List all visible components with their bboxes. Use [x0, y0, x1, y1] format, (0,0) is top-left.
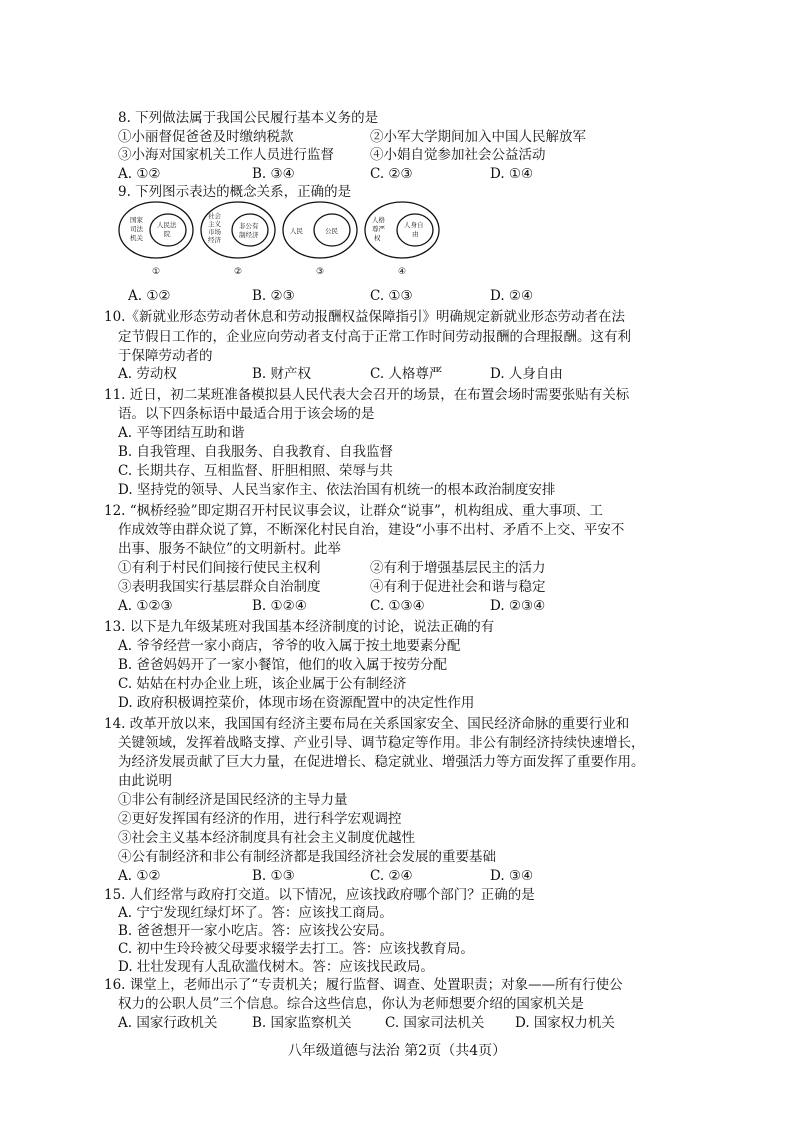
- d4-outer-line-3: 权: [374, 234, 381, 242]
- q14-statement-4: ④公有制经济和非公有制经济都是我国经济社会发展的重要基础: [118, 849, 496, 865]
- d2-inner-line-2: 制经济: [239, 231, 259, 239]
- q14-statement-3: ③社会主义基本经济制度具有社会主义制度优越性: [118, 830, 415, 846]
- q12-statement-3: ③表明我国实行基层群众自治制度: [118, 579, 321, 595]
- q11-stem-line-2: 语。以下四条标语中最适合用于该会场的是: [118, 406, 375, 422]
- q14-statement-1: ①非公有制经济是国民经济的主导力量: [118, 792, 348, 808]
- d4-outer-line-1: 人格: [372, 216, 385, 224]
- d3-inner-label: 公民: [325, 227, 338, 235]
- d2-outer-line-3: 市场: [208, 228, 221, 236]
- d1-outer-line-1: 国家: [130, 216, 143, 224]
- q16-stem-line-1: 16. 课堂上，老师出示了“专责机关；履行监督、调查、处置职责；对象——所有行使公: [104, 977, 623, 993]
- d4-inner-line-1: 人身自: [404, 221, 424, 229]
- q10-option-d: D. 人身自由: [490, 366, 563, 382]
- q12-statement-4: ④有利于促进社会和谐与稳定: [370, 579, 546, 595]
- q9-diagram-4: [365, 202, 439, 277]
- q10-stem-line-3: 于保障劳动者的: [118, 348, 213, 364]
- q8-statement-2: ②小军大学期间加入中国人民解放军: [370, 129, 586, 145]
- q9-option-b: B. ②③: [252, 288, 295, 304]
- d2-outer-line-1: 社会: [208, 212, 221, 220]
- q8-stem: 8. 下列做法属于我国公民履行基本义务的是: [118, 110, 379, 126]
- q13-option-b: B. 爸爸妈妈开了一家小餐馆，他们的收入属于按劳分配: [118, 657, 448, 673]
- q8-option-a: A. ①②: [118, 166, 161, 182]
- d1-inner-line-2: 院: [164, 230, 171, 238]
- q11-option-b: B. 自我管理、自我服务、自我教育、自我监督: [118, 444, 394, 460]
- q14-statement-2: ②更好发挥国有经济的作用，进行科学宏观调控: [118, 811, 402, 827]
- q12-option-d: D. ②③④: [490, 598, 546, 614]
- q14-stem-line-3: 为经济发展贡献了巨大力量，在促进增长、稳定就业、增强活力等方面发挥了重要作用。: [118, 754, 645, 770]
- q11-option-a: A. 平等团结互助和谐: [118, 425, 245, 441]
- q9-concept-diagrams: [118, 200, 448, 280]
- q8-statement-3: ③小海对国家机关工作人员进行监督: [118, 147, 334, 163]
- d1-inner-line-1: 人民法: [157, 221, 177, 229]
- q13-option-c: C. 姑姑在村办企业上班，该企业属于公有制经济: [118, 676, 407, 692]
- q12-statement-2: ②有利于增强基层民主的活力: [370, 560, 546, 576]
- q10-option-c: C. 人格尊严: [370, 366, 443, 382]
- d4-inner-line-2: 由: [412, 230, 419, 238]
- d2-outer-line-2: 主义: [208, 220, 221, 228]
- d2-outer-line-4: 经济: [208, 236, 221, 244]
- q9-diagram-1: [119, 202, 193, 277]
- q15-option-c: C. 初中生玲玲被父母要求辍学去打工。答：应该找教育局。: [118, 941, 474, 957]
- q10-stem-line-2: 定节假日工作的，企业应向劳动者支付高于正常工作时间劳动报酬的合理报酬。这有利: [118, 329, 631, 345]
- q14-stem-line-1: 14. 改革开放以来，我国国有经济主要布局在关系国家安全、国民经济命脉的重要行业和: [104, 716, 630, 732]
- q12-statement-1: ①有利于村民们间接行使民主权利: [118, 560, 321, 576]
- q13-option-d: D. 政府积极调控菜价，体现市场在资源配置中的决定性作用: [118, 695, 475, 711]
- q9-diagram-2: [201, 202, 275, 277]
- q14-option-c: C. ②④: [370, 868, 413, 884]
- d1-outer-line-3: 机关: [130, 234, 143, 242]
- q14-option-b: B. ①③: [252, 868, 295, 884]
- q12-stem-line-1: 12. “枫桥经验”即定期召开村民议事会议，让群众“说事”，机构组成、重大事项、工: [104, 503, 603, 519]
- q13-stem: 13. 以下是九年级某班对我国基本经济制度的讨论，说法正确的有: [104, 619, 495, 635]
- q12-option-a: A. ①②③: [118, 598, 173, 614]
- q12-option-b: B. ①②④: [252, 598, 307, 614]
- d4-number: ④: [398, 267, 407, 277]
- q15-option-b: B. 爸爸想开一家小吃店。答：应该找公安局。: [118, 923, 394, 939]
- q9-option-c: C. ①③: [370, 288, 413, 304]
- q14-stem-line-2: 关键领域，发挥着战略支撑、产业引导、调节稳定等作用。非公有制经济持续快速增长，: [118, 735, 645, 751]
- q16-stem-line-2: 权力的公职人员”三个信息。综合这些信息，你认为老师想要介绍的国家机关是: [118, 996, 584, 1012]
- q10-option-b: B. 财产权: [252, 366, 312, 382]
- q15-option-d: D. 壮壮发现有人乱砍滥伐树木。答：应该找民政局。: [118, 959, 434, 975]
- q8-statement-1: ①小丽督促爸爸及时缴纳税款: [118, 129, 294, 145]
- d3-outer-label: 人民: [290, 227, 303, 235]
- q8-option-d: D. ①④: [490, 166, 534, 182]
- q9-option-a: A. ①②: [128, 288, 171, 304]
- d2-number: ②: [234, 267, 243, 277]
- q12-stem-line-2: 作成效等由群众说了算，不断深化村民自治，建设“小事不出村、矛盾不上交、平安不: [118, 522, 625, 538]
- q14-stem-line-4: 由此说明: [118, 773, 172, 789]
- q14-option-d: D. ③④: [490, 868, 534, 884]
- q14-option-a: A. ①②: [118, 868, 161, 884]
- q16-option-c: C. 国家司法机关: [385, 1015, 485, 1031]
- q16-option-a: A. 国家行政机关: [118, 1015, 218, 1031]
- d1-number: ①: [152, 267, 161, 277]
- q13-option-a: A. 爷爷经营一家小商店，爷爷的收入属于按土地要素分配: [118, 638, 461, 654]
- q9-option-d: D. ②④: [490, 288, 534, 304]
- q9-stem: 9. 下列图示表达的概念关系，正确的是: [118, 184, 352, 200]
- q16-option-b: B. 国家监察机关: [252, 1015, 352, 1031]
- q11-option-d: D. 坚持党的领导、人民当家作主、依法治国有机统一的根本政治制度安排: [118, 482, 556, 498]
- d3-number: ③: [316, 267, 325, 277]
- page-footer: 八年级道德与法治 第2页（共4页）: [287, 1043, 507, 1059]
- q11-option-c: C. 长期共存、互相监督、肝胆相照、荣辱与共: [118, 463, 393, 479]
- d1-outer-line-2: 司法: [130, 225, 143, 233]
- d4-outer-line-2: 尊严: [372, 225, 385, 233]
- q8-statement-4: ④小娟自觉参加社会公益活动: [370, 147, 546, 163]
- q9-diagram-3: [283, 202, 357, 277]
- q10-option-a: A. 劳动权: [118, 366, 177, 382]
- q8-option-c: C. ②③: [370, 166, 413, 182]
- q15-stem: 15. 人们经常与政府打交道。以下情况，应该找政府哪个部门？正确的是: [104, 887, 535, 903]
- d2-inner-line-1: 非公有: [239, 222, 259, 230]
- q15-option-a: A. 宁宁发现红绿灯坏了。答：应该找工商局。: [118, 905, 393, 921]
- q10-stem-line-1: 10.《新就业形态劳动者休息和劳动报酬权益保障指引》明确规定新就业形态劳动者在法: [104, 309, 625, 325]
- q8-option-b: B. ③④: [252, 166, 295, 182]
- q12-stem-line-3: 出事、服务不缺位”的文明新村。此举: [118, 541, 341, 557]
- q16-option-d: D. 国家权力机关: [515, 1015, 615, 1031]
- q11-stem-line-1: 11. 近日，初二某班准备模拟县人民代表大会召开的场景，在布置会场时需要张贴有关标: [104, 387, 630, 403]
- q12-option-c: C. ①③④: [370, 598, 425, 614]
